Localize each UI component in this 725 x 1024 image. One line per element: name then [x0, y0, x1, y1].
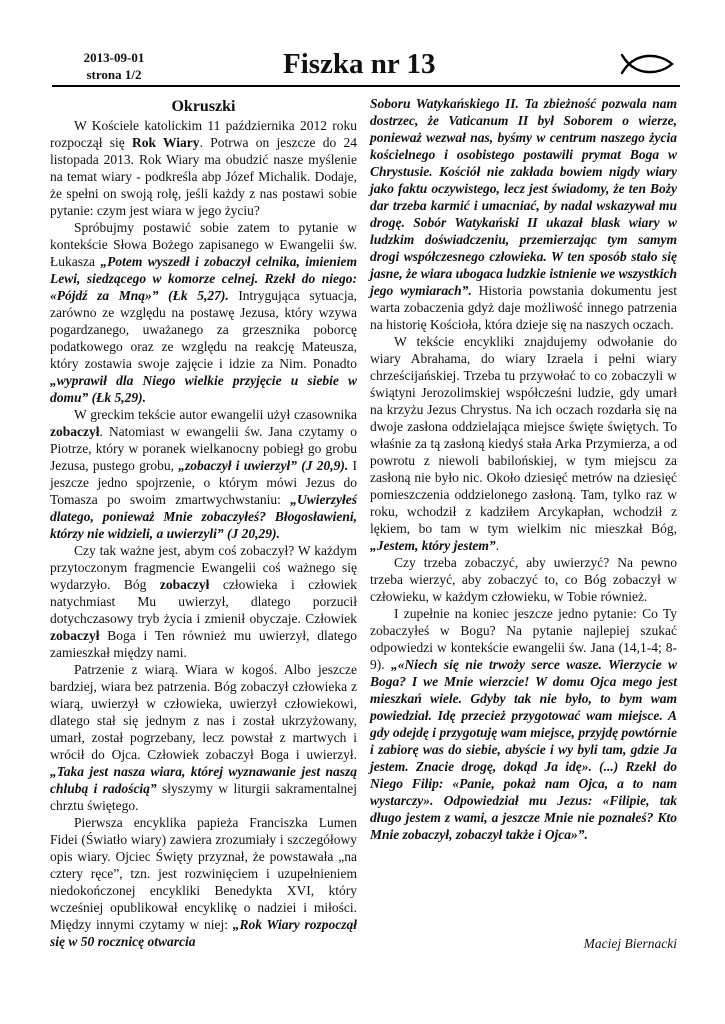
header-divider	[52, 85, 680, 87]
emphasized-text: zobaczył	[50, 424, 100, 439]
paragraph	[370, 333, 677, 554]
emphasized-text: „wyprawił dla Niego wielkie przyjęcie u siebie w domu” (Łk 5,29).	[50, 373, 357, 405]
emphasized-text: „Jestem, który jestem”	[370, 538, 496, 553]
emphasized-text: Rok Wiary	[132, 135, 200, 150]
paragraph	[50, 219, 357, 406]
page-indicator: strona 1/2	[86, 67, 142, 82]
page-title: Fiszka nr 13	[283, 48, 436, 80]
right-column-text	[370, 95, 677, 843]
emphasized-text: „Uwierzyłeś dlatego, ponieważ Mnie zobaczyłeś? Błogosławieni, którzy nie widzieli, a uwierzyli” (J 20,29).	[50, 492, 357, 541]
paragraph	[50, 814, 357, 950]
emphasized-text: „Potem wyszedł i zobaczył celnika, imieniem Lewi, siedzącego w komorze celnej. Rzekł do niego: «Pójdź za Mną»” (Łk 5,27).	[50, 254, 357, 303]
left-column	[50, 97, 357, 950]
emphasized-text: „«Niech się nie trwoży serce wasze. Wierzycie w Boga? I we Mnie wierzcie! W domu Ojca mego jest mieszkań wiele. Gdyby tak nie było, to bym wam powiedział. Idę przecież przygotować wam miejsce. A gdy odejdę i przygotuję wam miejsce, przyjdę powtórnie i zabiorę was do siebie, abyście i wy byli tam, gdzie Ja jestem. Znacie drogę, dokąd Ja idę». (...) Rzekł do Niego Filip: «Panie, pokaż nam Ojca, a to nam wystarczy». Odpowiedział mu Jezus: «Filipie, tak długo jestem z wami, a jeszcze Mnie nie poznałeś? Kto Mnie zobaczył, zobaczył także i Ojca»”.	[370, 657, 677, 842]
text-run: . Natomiast w ewangelii św. Jana czytamy o Piotrze, który w poranek wielkanocny pobiegł go grobu Jezusa, pustego grobu,	[50, 424, 357, 473]
text-run: słyszymy w liturgii sakramentalnej chrztu świętego.	[50, 781, 357, 813]
text-run: .	[495, 538, 499, 553]
emphasized-text: zobaczył	[50, 628, 100, 643]
right-column	[370, 95, 677, 843]
text-run: . Potrwa on jeszcze do 24 listopada 2013. Rok Wiary ma obudzić nasze myślenie na temat wiary - podkreśla abp Józef Michalik. Dodaje, że spełni on swoją rolę, jeśli każdy z nas postawi sobie pytanie: czym jest wiara w jego życiu?	[50, 135, 358, 218]
text-run: Pierwsza encyklika papieża Franciszka Lumen Fidei (Światło wiary) zawiera zrozumiały i szczegółowy opis wiary. Ojciec Święty przyznał, że powstawała „na cztery ręce”, tzn. jest rozwinięciem i uzupełnieniem niedokończonej encykliki Benedykta XVI, który wcześniej opublikował encyklikę o nadziei i miłości. Między innymi czytamy w niej:	[50, 815, 357, 932]
text-run: W greckim tekście autor ewangelii użył czasownika	[74, 407, 357, 422]
author-signature: Maciej Biernacki	[583, 936, 677, 951]
paragraph	[370, 95, 677, 333]
emphasized-text: zobaczył	[159, 577, 210, 592]
text-run: W Kościele katolickim 11 października 2012 roku rozpoczął się	[50, 118, 357, 150]
emphasized-text: „Rok Wiary rozpoczął się w 50 rocznicę otwarcia	[50, 917, 358, 949]
text-run: Boga i Ten również mu uwierzył, dlatego zamieszkał między nami.	[50, 628, 357, 660]
paragraph	[50, 661, 357, 814]
text-run: Patrzenie z wiarą. Wiara w kogoś. Albo jeszcze bardziej, wiara bez patrzenia. Bóg zobaczył człowieka z wiarą, uwierzył w człowieka, uwierzył człowiekowi, dlatego stał się jednym z nas i został ukrzyżowany, umarł, został pogrzebany, lecz powstał z martwych i wrócił do Ojca. Człowiek zobaczył Boga i uwierzył.	[50, 662, 357, 762]
text-run: Czy trzeba zobaczyć, aby uwierzyć? Na pewno trzeba wierzyć, aby zobaczyć to, co Bóg zobaczył w człowieku, w każdym człowieku, w Tobie również.	[370, 555, 677, 604]
paragraph	[370, 554, 677, 605]
text-run: Intrygująca sytuacja, zarówno ze względu na postawę Jezusa, który wzywa pogardzanego, uważanego za grzesznika poborcę podatkowego oraz ze względu na reakcję Mateusza, który zostawia swoje zajęcie i idzie za Nim. Ponadto	[50, 288, 357, 371]
text-run: Historia powstania dokumentu jest warta zobaczenia gdyż daje możliwość innego patrzenia na historię Kościoła, która dzieje się na naszych oczach.	[370, 283, 677, 332]
article-title: Okruszki	[171, 98, 236, 115]
text-run: I zupełnie na koniec jeszcze jedno pytanie: Co Ty zobaczyłeś w Bogu? Na pytanie najlepiej szukać odpowiedzi w kontekście ewangelii św. Jana (14,1-4; 8-9).	[370, 606, 677, 672]
paragraph	[50, 117, 357, 219]
emphasized-text: Soboru Watykańskiego II. Ta zbieżność pozwala nam dostrzec, że Vaticanum II był Soborem o wierze, ponieważ wezwał nas, byśmy w centrum naszego życia kościelnego i osobistego postawili prymat Boga w Chrystusie. Kościół nie zakłada bowiem nigdy wiary jako faktu oczywistego, lecz jest świadomy, że ten Boży dar trzeba karmić i umacniać, by nadal wskazywał mu drogę. Sobór Watykański II ukazał blask wiary w ludzkim doświadczeniu, przemierzając tym samym drogi współczesnego człowieka. W ten sposób stało się jasne, że wiara ubogaca ludzkie istnienie we wszystkich jego wymiarach”.	[370, 96, 677, 298]
header-date-block	[62, 49, 166, 83]
text-run: W tekście encykliki znajdujemy odwołanie do wiary Abrahama, do wiary Izraela i pełni wiary chrześcijańskiej. Trzeba tu przywołać to co zobaczyli w świątyni Jerozolimskiej współcześni ludzie, gdy umarł na krzyżu Jezus Chrystus. Na ich oczach rozdarła się na dwoje zasłona oddzielająca miejsce święte świętych. To właśnie za tą zasłoną kiedyś stała Arka Przymierza, a od powrotu z niewoli babilońskiej, w tym miejscu za zasłoną nie było nic. Około dziesięć metrów na dziesięć pomieszczenia oddzielonego zasłoną. Tam, tylko raz w roku, wchodził z kadziłem Arcykapłan, wchodził z lękiem, bo tam w tym wielkim nic mieszkał Bóg,	[370, 334, 677, 536]
issue-date: 2013-09-01	[83, 50, 145, 65]
paragraph	[50, 406, 357, 542]
paragraph	[370, 605, 677, 843]
paragraph	[50, 542, 357, 661]
emphasized-text: „zobaczył i uwierzył” (J 20,9).	[178, 458, 349, 473]
text-run: człowieka i człowiek natychmiast Mu uwierzył, dlatego porzucił dotychczasowy tryb życia i zmienił obyczaje. Człowiek	[50, 577, 358, 626]
left-column-text	[50, 117, 357, 950]
text-run: I jeszcze jedno spojrzenie, o którym mówi Jezus do Tomasza po swoim zmartwychwstaniu:	[50, 458, 357, 507]
text-run: Czy tak ważne jest, abym coś zobaczył? W każdym przytoczonym fragmencie Ewangelii coś ważnego się wydarzyło. Bóg	[50, 543, 357, 592]
ichthys-fish-icon	[620, 52, 674, 76]
emphasized-text: „Taka jest nasza wiara, której wyznawanie jest naszą chlubą i radością”	[50, 764, 357, 796]
text-run: Spróbujmy postawić sobie zatem to pytanie w kontekście Słowa Bożego zapisanego w Ewangelii św. Łukasza	[50, 220, 357, 269]
